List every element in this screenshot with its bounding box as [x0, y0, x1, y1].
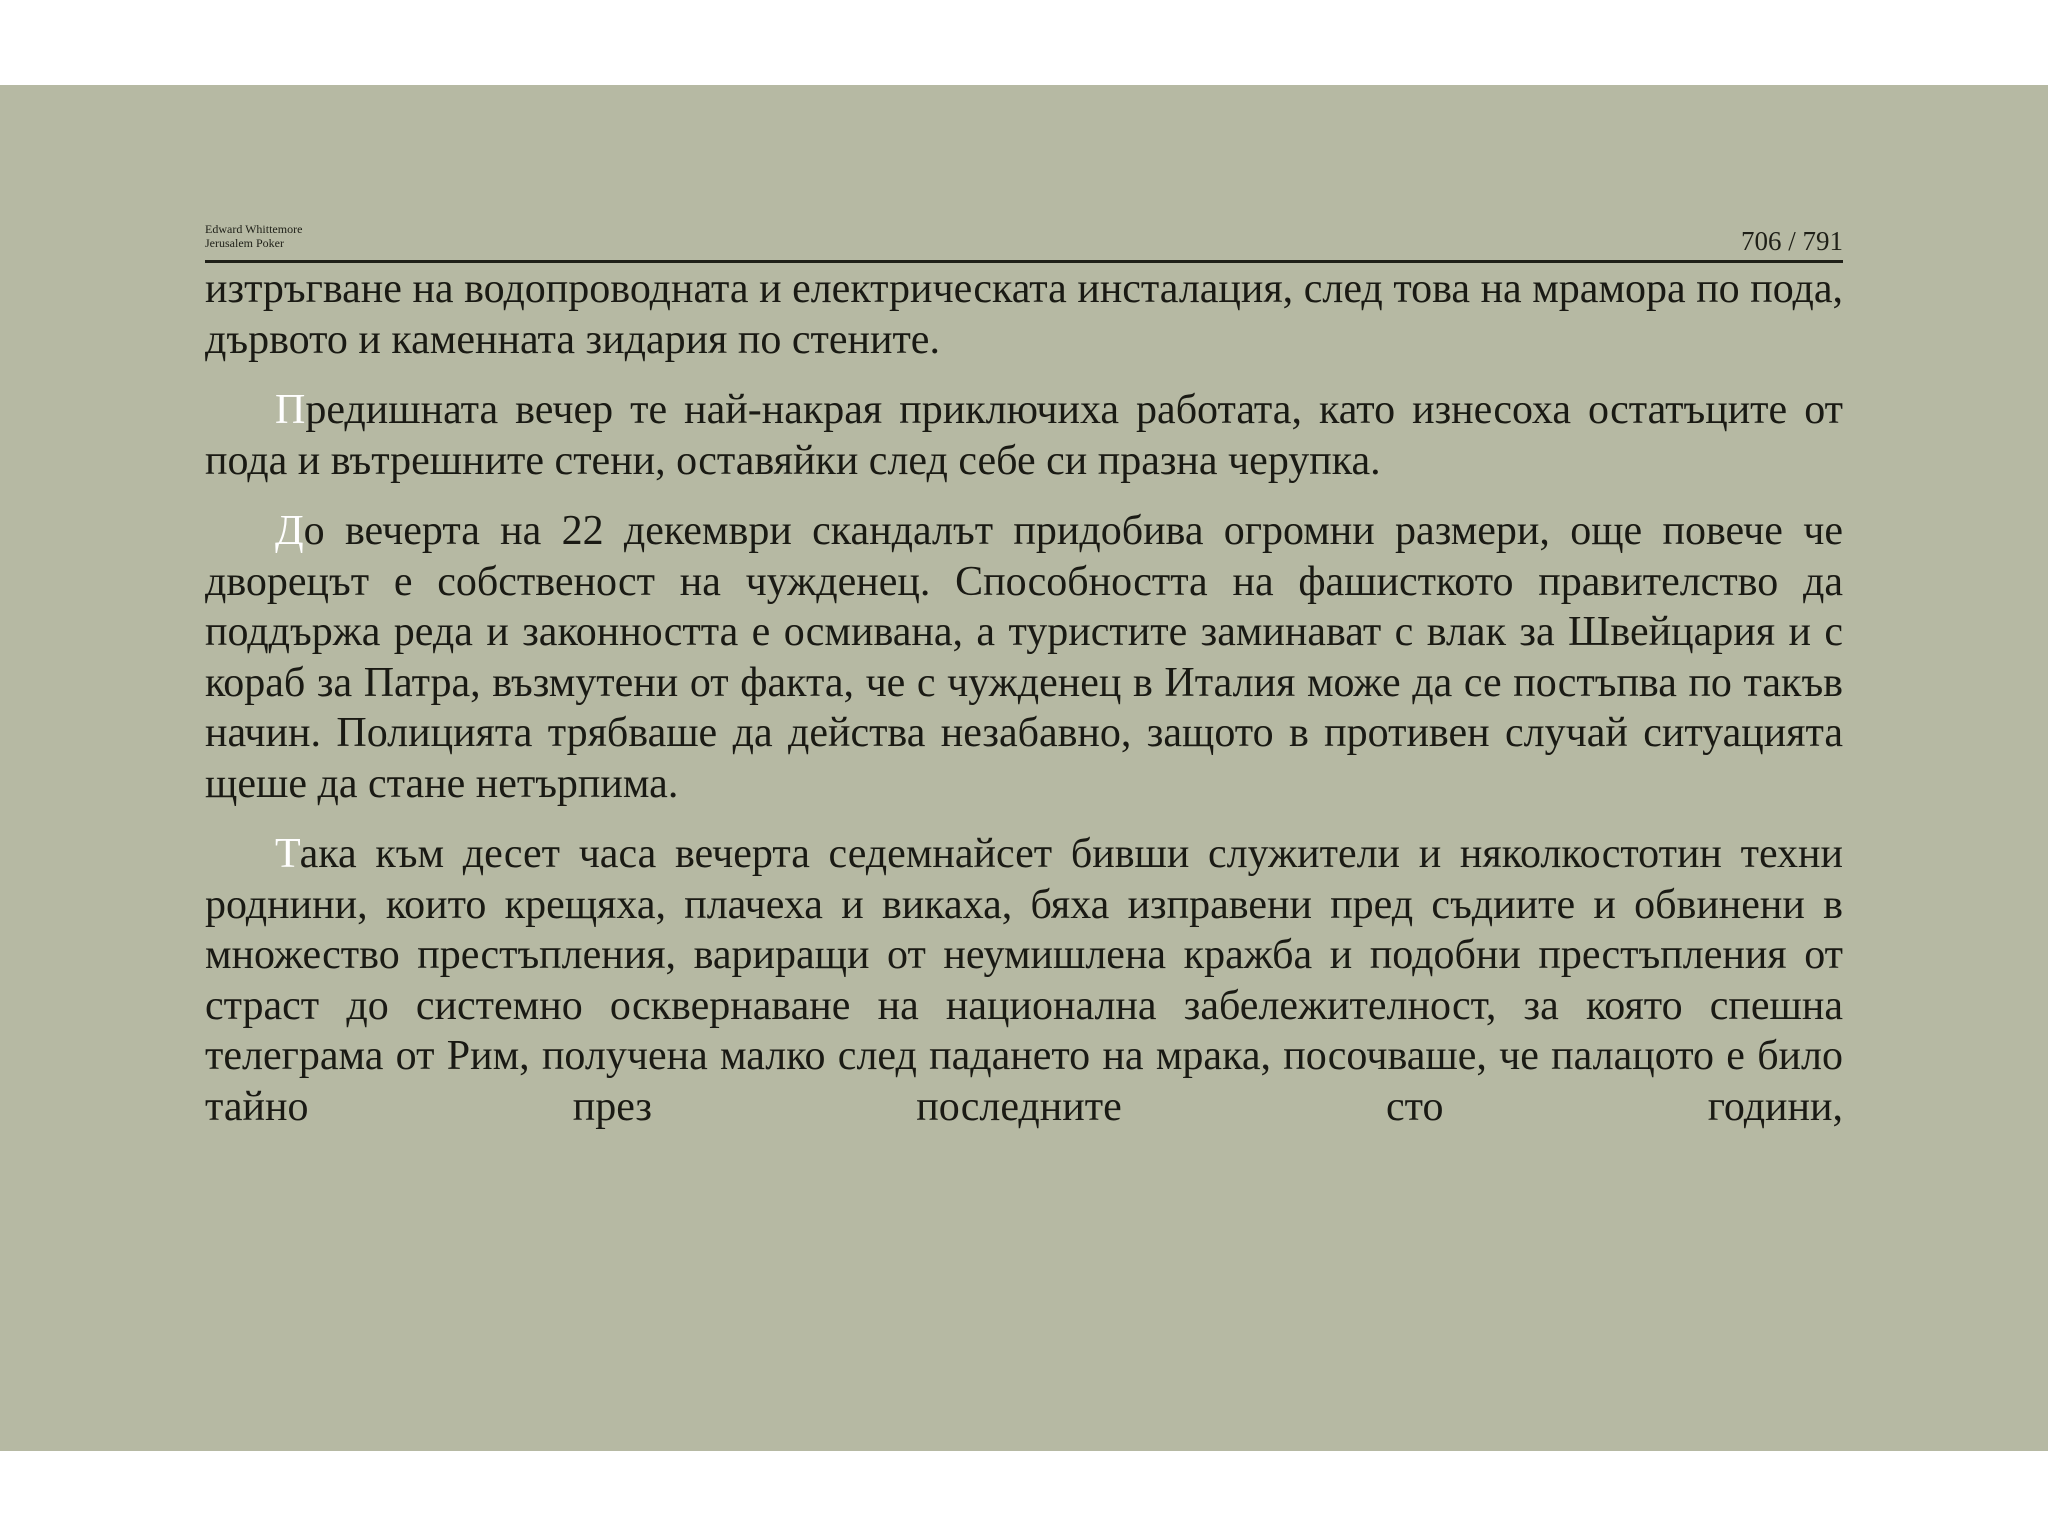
paragraph-text: редишната вечер те най-накрая приключиха работата, като изнесоха остатъците от пода и вътрешните стени, оставяйки след себе си празна черупка. [205, 387, 1843, 484]
drop-cap: Д [275, 508, 304, 554]
paragraph [205, 264, 1843, 365]
drop-cap: П [275, 387, 306, 433]
paragraph [205, 506, 1843, 809]
book-title: Jerusalem Poker [205, 236, 284, 250]
paragraph [205, 385, 1843, 486]
header-divider [205, 260, 1843, 263]
paragraph-text: ака към десет часа вечерта седемнайсет бивши служители и няколкостотин техни роднини, които крещяха, плачеха и викаха, бяха изправени пред съдиите и обвинени в множество престъпления, вариращи от неумишлена кражба и подобни престъпления от страст до системно осквернаване на национална забележителност, за която спешна телеграма от Рим, получена малко след падането на мрака, посочваше, че палацото е било тайно през последните сто години, [205, 831, 1843, 1130]
drop-cap: Т [275, 831, 300, 877]
paragraph-text: о вечерта на 22 декември скандалът придобива огромни размери, още повече че дворецът е собственост на чужденец. Способността на фашисткото правителство да поддържа реда и законността е осмивана, а туристите заминават с влак за Швейцария и с кораб за Патра, възмутени от факта, че с чужденец в Италия може да се постъпва по такъв начин. Полицията трябваше да действа незабавно, защото в противен случай ситуацията щеше да стане нетърпима. [205, 508, 1843, 807]
author-name: Edward Whittemore [205, 222, 303, 236]
page-indicator: 706 / 791 [1740, 226, 1843, 256]
book-meta [205, 222, 302, 250]
page-header [205, 136, 1843, 260]
book-text [205, 264, 1843, 1152]
paragraph [205, 829, 1843, 1132]
paragraph-text: изтръгване на водопроводната и електрическата инсталация, след това на мрамора по пода, дървото и каменната зидария по стените. [205, 266, 1843, 363]
